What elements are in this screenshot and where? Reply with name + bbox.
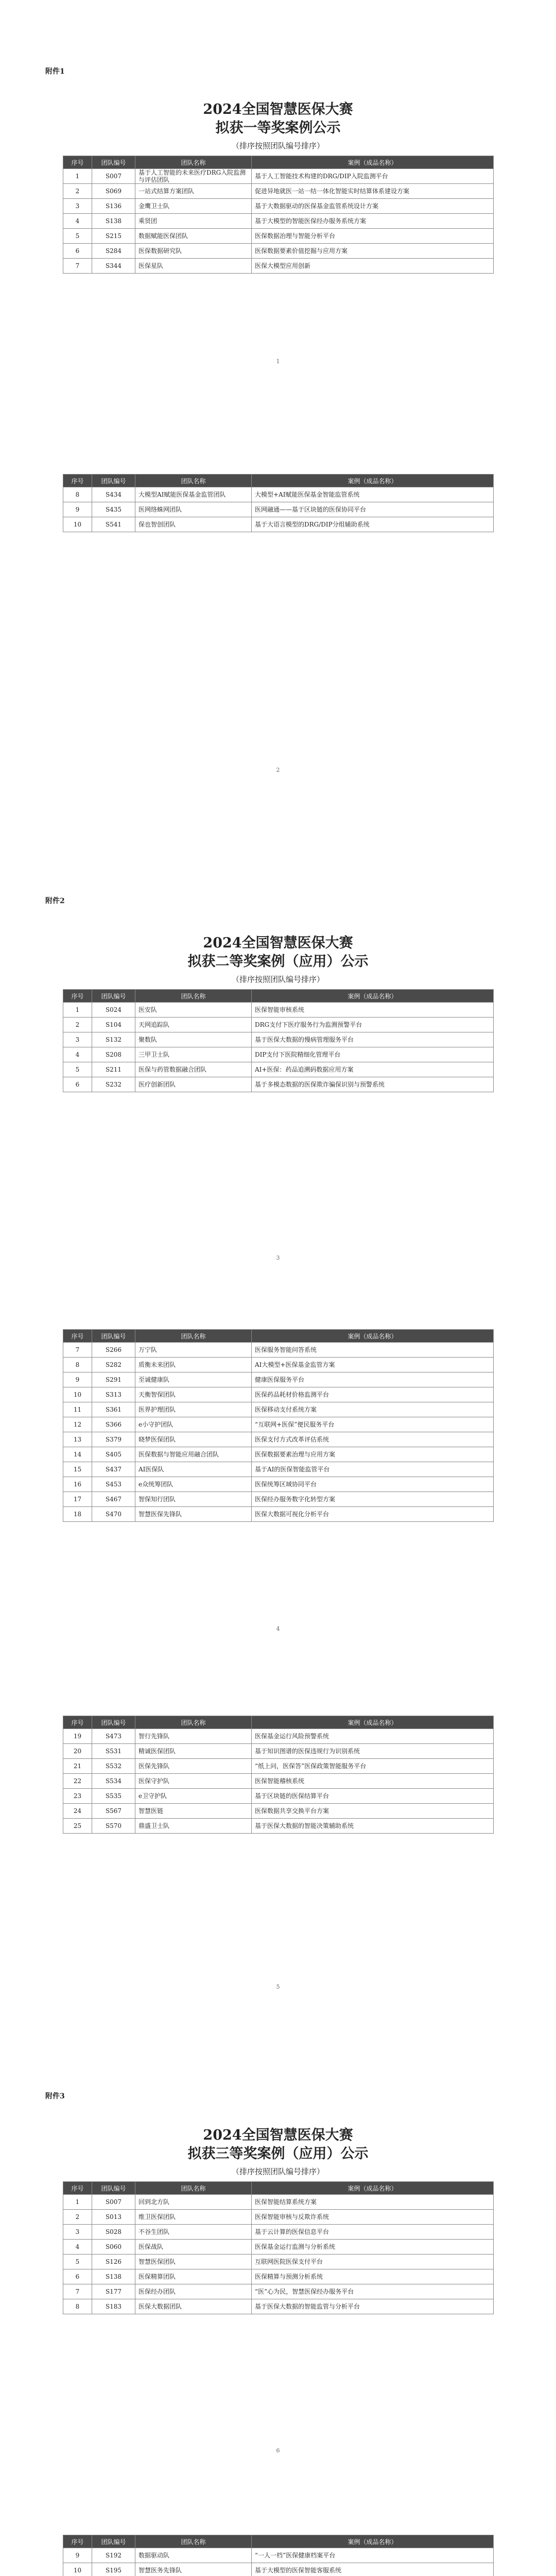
team-id: S541 xyxy=(92,517,135,532)
row-number: 5 xyxy=(63,2255,92,2269)
case-name: 医网融通——基于区块链的医保协同平台 xyxy=(252,502,494,517)
case-name: 基于人工智能技术构建的DRG/DIP入院监测平台 xyxy=(252,169,494,184)
team-name: 数据赋能医保团队 xyxy=(135,229,252,244)
table-row xyxy=(63,2240,494,2255)
award-title: 拟获二等奖案例（应用）公示 xyxy=(187,954,369,970)
row-number: 23 xyxy=(63,1789,92,1804)
team-id: S013 xyxy=(92,2210,135,2225)
case-name: 基于医保大数据的智能决策辅助系统 xyxy=(252,1819,494,1834)
row-number: 6 xyxy=(63,2269,92,2284)
row-number: 9 xyxy=(63,2548,92,2563)
case-name: 医保统筹区域协同平台 xyxy=(252,1477,494,1492)
team-name: 智慧医链 xyxy=(135,1804,252,1819)
team-id: S177 xyxy=(92,2284,135,2299)
table-row xyxy=(63,1804,494,1819)
row-number: 5 xyxy=(63,229,92,244)
table-row xyxy=(63,1819,494,1834)
case-name: 医保智能审核系统 xyxy=(252,1003,494,1018)
case-name: 医保智能稽核系统 xyxy=(252,1774,494,1789)
award-table xyxy=(63,2181,494,2314)
row-number: 12 xyxy=(63,1417,92,1432)
table-row xyxy=(63,1032,494,1047)
table-header-row xyxy=(63,1716,494,1729)
case-name: 医保大模型应用创新 xyxy=(252,259,494,274)
table-row xyxy=(63,1047,494,1062)
case-name: AI大模型+医保基金监管方案 xyxy=(252,1358,494,1372)
table-header-row xyxy=(63,2535,494,2548)
attachment-label: 附件2 xyxy=(45,897,65,905)
table-row xyxy=(63,1372,494,1387)
row-number: 4 xyxy=(63,1047,92,1062)
table-row xyxy=(63,1062,494,1077)
row-number: 1 xyxy=(63,2195,92,2210)
award-table xyxy=(63,1716,494,1834)
table-header-cell: 案例（成品名称） xyxy=(252,156,494,169)
team-name: 智行先锋队 xyxy=(135,1729,252,1744)
case-name: 基于区块链的医保结算平台 xyxy=(252,1789,494,1804)
case-name: 医保数据要素治理与应用方案 xyxy=(252,1447,494,1462)
case-name: 基于知识图谱的医保违规行为识别系统 xyxy=(252,1744,494,1759)
row-number: 10 xyxy=(63,517,92,532)
case-name: DIP支付下医院精细化管理平台 xyxy=(252,1047,494,1062)
table-row xyxy=(63,1759,494,1774)
team-id: S284 xyxy=(92,244,135,259)
team-name: e小守护团队 xyxy=(135,1417,252,1432)
row-number: 10 xyxy=(63,2563,92,2576)
team-name: 医保数据研究队 xyxy=(135,244,252,259)
team-name: 医保与药管数据融合团队 xyxy=(135,1062,252,1077)
row-number: 8 xyxy=(63,2299,92,2314)
team-name: 智保知行团队 xyxy=(135,1492,252,1507)
row-number: 15 xyxy=(63,1462,92,1477)
competition-title: 2024全国智慧医保大赛 xyxy=(203,2127,353,2143)
team-id: S366 xyxy=(92,1417,135,1432)
team-id: S183 xyxy=(92,2299,135,2314)
table-row xyxy=(63,1789,494,1804)
team-name: 鼎盛卫士队 xyxy=(135,1819,252,1834)
case-name: 基于多模态数据的医保欺诈骗保识别与预警系统 xyxy=(252,1077,494,1092)
table-header-cell: 团队编号 xyxy=(92,2182,135,2195)
attachment-label: 附件3 xyxy=(45,2092,65,2100)
team-name: 医保先锋队 xyxy=(135,1759,252,1774)
case-name: “一人一档”医保健康档案平台 xyxy=(252,2548,494,2563)
team-name: 智慧医保先锋队 xyxy=(135,1507,252,1522)
row-number: 9 xyxy=(63,1372,92,1387)
table-header-cell: 案例（成品名称） xyxy=(252,474,494,487)
team-name: 晓梦医保团队 xyxy=(135,1432,252,1447)
table-row xyxy=(63,517,494,532)
team-id: S473 xyxy=(92,1729,135,1744)
team-id: S232 xyxy=(92,1077,135,1092)
table-row xyxy=(63,2563,494,2576)
row-number: 4 xyxy=(63,214,92,229)
table-row xyxy=(63,1462,494,1477)
team-id: S453 xyxy=(92,1477,135,1492)
table-row xyxy=(63,2284,494,2299)
competition-title: 2024全国智慧医保大赛 xyxy=(203,101,353,117)
case-name: 医保数据要素价值挖掘与应用方案 xyxy=(252,244,494,259)
table-row xyxy=(63,2299,494,2314)
table-header-cell: 团队编号 xyxy=(92,1716,135,1729)
team-id: S215 xyxy=(92,229,135,244)
page-number: 4 xyxy=(276,1625,280,1632)
team-name: 天网追踪队 xyxy=(135,1018,252,1032)
team-id: S007 xyxy=(92,169,135,184)
team-id: S282 xyxy=(92,1358,135,1372)
table-row xyxy=(63,1774,494,1789)
team-name: 聚数队 xyxy=(135,1032,252,1047)
attachment-label: 附件1 xyxy=(45,67,65,76)
table-header-cell: 序号 xyxy=(63,1330,92,1343)
table-row xyxy=(63,1447,494,1462)
case-name: “医”心为民，智慧医保经办服务平台 xyxy=(252,2284,494,2299)
row-number: 2 xyxy=(63,184,92,199)
table-row xyxy=(63,1507,494,1522)
case-name: 基于医保大数据的慢病管理服务平台 xyxy=(252,1032,494,1047)
team-name: 回到北方队 xyxy=(135,2195,252,2210)
team-name: 医疗创新团队 xyxy=(135,1077,252,1092)
table-header-cell: 团队名称 xyxy=(135,1330,252,1343)
team-name: 医网络蛛网团队 xyxy=(135,502,252,517)
table-header-row xyxy=(63,474,494,487)
table-row xyxy=(63,1729,494,1744)
table-row xyxy=(63,2210,494,2225)
page-number: 6 xyxy=(276,2447,280,2454)
team-id: S344 xyxy=(92,259,135,274)
team-name: 保也智创团队 xyxy=(135,517,252,532)
row-number: 2 xyxy=(63,2210,92,2225)
table-row xyxy=(63,184,494,199)
team-name: 医保经办团队 xyxy=(135,2284,252,2299)
row-number: 8 xyxy=(63,1358,92,1372)
row-number: 7 xyxy=(63,2284,92,2299)
table-row xyxy=(63,214,494,229)
table-header-cell: 团队编号 xyxy=(92,474,135,487)
table-header-row xyxy=(63,156,494,169)
sort-note: （排序按照团队编号排序） xyxy=(231,975,324,984)
team-id: S138 xyxy=(92,214,135,229)
row-number: 18 xyxy=(63,1507,92,1522)
case-name: 医保基金运行监测与分析系统 xyxy=(252,2240,494,2255)
team-id: S136 xyxy=(92,199,135,214)
team-id: S192 xyxy=(92,2548,135,2563)
team-name: 医安队 xyxy=(135,1003,252,1018)
team-name: 数据驱动队 xyxy=(135,2548,252,2563)
table-header-cell: 序号 xyxy=(63,156,92,169)
table-header-cell: 团队名称 xyxy=(135,156,252,169)
team-id: S060 xyxy=(92,2240,135,2255)
page-number: 2 xyxy=(276,767,280,773)
case-name: 基于AI的医保智能监管平台 xyxy=(252,1462,494,1477)
row-number: 16 xyxy=(63,1477,92,1492)
row-number: 7 xyxy=(63,1343,92,1358)
case-name: 医保数据治理与智能分析平台 xyxy=(252,229,494,244)
case-name: 基于大数据驱动的医保基金监管系统设计方案 xyxy=(252,199,494,214)
table-header-cell: 团队名称 xyxy=(135,474,252,487)
row-number: 6 xyxy=(63,244,92,259)
table-row xyxy=(63,487,494,502)
team-name: 医界护理团队 xyxy=(135,1402,252,1417)
table-header-row xyxy=(63,2182,494,2195)
row-number: 3 xyxy=(63,199,92,214)
table-row xyxy=(63,1018,494,1032)
table-row xyxy=(63,1402,494,1417)
row-number: 22 xyxy=(63,1774,92,1789)
table-row xyxy=(63,2548,494,2563)
row-number: 3 xyxy=(63,2225,92,2240)
team-name: 医保守护队 xyxy=(135,1774,252,1789)
team-id: S379 xyxy=(92,1432,135,1447)
award-title: 拟获三等奖案例（应用）公示 xyxy=(187,2146,369,2162)
row-number: 4 xyxy=(63,2240,92,2255)
row-number: 21 xyxy=(63,1759,92,1774)
table-header-cell: 案例（成品名称） xyxy=(252,2535,494,2548)
row-number: 24 xyxy=(63,1804,92,1819)
case-name: 医保移动支付系统方案 xyxy=(252,1402,494,1417)
table-header-cell: 案例（成品名称） xyxy=(252,2182,494,2195)
team-name: e众统筹团队 xyxy=(135,1477,252,1492)
case-name: 医保药品耗材价格监测平台 xyxy=(252,1387,494,1402)
competition-title: 2024全国智慧医保大赛 xyxy=(203,935,353,951)
team-id: S208 xyxy=(92,1047,135,1062)
team-name: 智慧医保团队 xyxy=(135,2255,252,2269)
award-table xyxy=(63,156,494,274)
team-name: 医保精算团队 xyxy=(135,2269,252,2284)
case-name: 医保大数据可视化分析平台 xyxy=(252,1507,494,1522)
team-id: S532 xyxy=(92,1759,135,1774)
team-id: S531 xyxy=(92,1744,135,1759)
team-id: S467 xyxy=(92,1492,135,1507)
sort-note: （排序按照团队编号排序） xyxy=(231,2167,324,2176)
table-header-cell: 序号 xyxy=(63,1716,92,1729)
case-name: 医保数据共享交换平台方案 xyxy=(252,1804,494,1819)
team-name: 维卫医保团队 xyxy=(135,2210,252,2225)
team-id: S405 xyxy=(92,1447,135,1462)
case-name: “纸上问，医保答”医保政策智能服务平台 xyxy=(252,1759,494,1774)
table-header-cell: 团队名称 xyxy=(135,990,252,1003)
team-name: 大模型AI赋能医保基金监管团队 xyxy=(135,487,252,502)
table-header-cell: 案例（成品名称） xyxy=(252,1330,494,1343)
team-name: 天衡智保团队 xyxy=(135,1387,252,1402)
team-name: 金鹰卫士队 xyxy=(135,199,252,214)
table-header-cell: 团队名称 xyxy=(135,2182,252,2195)
table-row xyxy=(63,1077,494,1092)
row-number: 20 xyxy=(63,1744,92,1759)
table-header-row xyxy=(63,990,494,1003)
case-name: 基于医保大数据的智能监管与分析平台 xyxy=(252,2299,494,2314)
case-name: 医保精算与预测分析系统 xyxy=(252,2269,494,2284)
team-id: S104 xyxy=(92,1018,135,1032)
team-name: 医保大数据团队 xyxy=(135,2299,252,2314)
table-row xyxy=(63,2255,494,2269)
table-row xyxy=(63,1417,494,1432)
case-name: DRG支付下医疗服务行为监测预警平台 xyxy=(252,1018,494,1032)
case-name: 医保经办服务数字化转型方案 xyxy=(252,1492,494,1507)
team-name: 医保数据与智能应用融合团队 xyxy=(135,1447,252,1462)
award-table xyxy=(63,474,494,532)
table-row xyxy=(63,1387,494,1402)
row-number: 3 xyxy=(63,1032,92,1047)
row-number: 14 xyxy=(63,1447,92,1462)
team-name: e卫守护队 xyxy=(135,1789,252,1804)
case-name: 基于大模型的智能医保经办服务系统方案 xyxy=(252,214,494,229)
team-name: 一站式结算方案团队 xyxy=(135,184,252,199)
table-row xyxy=(63,502,494,517)
table-header-cell: 团队名称 xyxy=(135,2535,252,2548)
case-name: 基于云计算的医保信息平台 xyxy=(252,2225,494,2240)
table-row xyxy=(63,199,494,214)
table-row xyxy=(63,259,494,274)
team-id: S024 xyxy=(92,1003,135,1018)
case-name: 促进异地就医一站一结一体化智能实时结算体系建设方案 xyxy=(252,184,494,199)
case-name: 医保基金运行风险预警系统 xyxy=(252,1729,494,1744)
table-header-row xyxy=(63,1330,494,1343)
team-name: 基于人工智能的未来医疗DRG入院监测与评估团队 xyxy=(135,169,252,184)
team-id: S132 xyxy=(92,1032,135,1047)
team-name: 乘贤团 xyxy=(135,214,252,229)
table-row xyxy=(63,169,494,184)
award-table xyxy=(63,989,494,1092)
table-header-cell: 案例（成品名称） xyxy=(252,1716,494,1729)
case-name: AI+医保：药品追溯码数据应用方案 xyxy=(252,1062,494,1077)
table-header-cell: 案例（成品名称） xyxy=(252,990,494,1003)
page-number: 1 xyxy=(276,358,280,365)
team-id: S361 xyxy=(92,1402,135,1417)
team-id: S437 xyxy=(92,1462,135,1477)
team-id: S534 xyxy=(92,1774,135,1789)
case-name: “互联网+医保”便民服务平台 xyxy=(252,1417,494,1432)
table-header-cell: 序号 xyxy=(63,990,92,1003)
row-number: 10 xyxy=(63,1387,92,1402)
row-number: 19 xyxy=(63,1729,92,1744)
team-name: 不谷生团队 xyxy=(135,2225,252,2240)
row-number: 6 xyxy=(63,1077,92,1092)
team-name: 精诚医保团队 xyxy=(135,1744,252,1759)
team-name: 医保星队 xyxy=(135,259,252,274)
row-number: 8 xyxy=(63,487,92,502)
row-number: 1 xyxy=(63,169,92,184)
team-id: S313 xyxy=(92,1387,135,1402)
table-header-cell: 序号 xyxy=(63,2182,92,2195)
table-row xyxy=(63,2225,494,2240)
case-name: 基于大模型的医保智能客服系统 xyxy=(252,2563,494,2576)
table-row xyxy=(63,229,494,244)
case-name: 医保支付方式改革评估系统 xyxy=(252,1432,494,1447)
team-name: 三甲卫士队 xyxy=(135,1047,252,1062)
case-name: 互联网医院医保支付平台 xyxy=(252,2255,494,2269)
award-title: 拟获一等奖案例公示 xyxy=(215,120,341,136)
table-header-cell: 序号 xyxy=(63,2535,92,2548)
team-name: 万宁队 xyxy=(135,1343,252,1358)
team-id: S069 xyxy=(92,184,135,199)
case-name: 医保智能审核与反欺诈系统 xyxy=(252,2210,494,2225)
sort-note: （排序按照团队编号排序） xyxy=(231,141,324,150)
award-table xyxy=(63,1329,494,1522)
team-id: S007 xyxy=(92,2195,135,2210)
table-header-cell: 团队编号 xyxy=(92,156,135,169)
table-header-cell: 团队名称 xyxy=(135,1716,252,1729)
team-id: S211 xyxy=(92,1062,135,1077)
team-name: 智慧医务先锋队 xyxy=(135,2563,252,2576)
team-id: S126 xyxy=(92,2255,135,2269)
case-name: 健康医保服务平台 xyxy=(252,1372,494,1387)
page-number: 5 xyxy=(276,1984,280,1990)
team-id: S567 xyxy=(92,1804,135,1819)
team-id: S570 xyxy=(92,1819,135,1834)
table-header-cell: 序号 xyxy=(63,474,92,487)
table-header-cell: 团队编号 xyxy=(92,1330,135,1343)
row-number: 5 xyxy=(63,1062,92,1077)
row-number: 2 xyxy=(63,1018,92,1032)
team-name: 至诚健康队 xyxy=(135,1372,252,1387)
table-row xyxy=(63,1492,494,1507)
table-row xyxy=(63,244,494,259)
case-name: 医保智能结算系统方案 xyxy=(252,2195,494,2210)
case-name: 医保服务智能问答系统 xyxy=(252,1343,494,1358)
row-number: 13 xyxy=(63,1432,92,1447)
team-id: S195 xyxy=(92,2563,135,2576)
team-id: S138 xyxy=(92,2269,135,2284)
table-row xyxy=(63,1477,494,1492)
row-number: 7 xyxy=(63,259,92,274)
row-number: 1 xyxy=(63,1003,92,1018)
team-name: AI医保队 xyxy=(135,1462,252,1477)
page-number: 3 xyxy=(276,1255,280,1261)
team-name: 质衡未来团队 xyxy=(135,1358,252,1372)
team-id: S028 xyxy=(92,2225,135,2240)
team-id: S266 xyxy=(92,1343,135,1358)
case-name: 基于大语言模型的DRG/DIP分组辅助系统 xyxy=(252,517,494,532)
table-row xyxy=(63,1358,494,1372)
case-name: 大模型+AI赋能医保基金智能监管系统 xyxy=(252,487,494,502)
row-number: 11 xyxy=(63,1402,92,1417)
team-id: S291 xyxy=(92,1372,135,1387)
table-header-cell: 团队编号 xyxy=(92,2535,135,2548)
table-row xyxy=(63,2195,494,2210)
team-id: S470 xyxy=(92,1507,135,1522)
team-name: 医保战队 xyxy=(135,2240,252,2255)
row-number: 25 xyxy=(63,1819,92,1834)
team-id: S434 xyxy=(92,487,135,502)
team-id: S535 xyxy=(92,1789,135,1804)
table-row xyxy=(63,1003,494,1018)
table-row xyxy=(63,2269,494,2284)
row-number: 17 xyxy=(63,1492,92,1507)
award-table xyxy=(63,2535,494,2576)
team-id: S435 xyxy=(92,502,135,517)
row-number: 9 xyxy=(63,502,92,517)
table-row xyxy=(63,1432,494,1447)
table-header-cell: 团队编号 xyxy=(92,990,135,1003)
table-row xyxy=(63,1744,494,1759)
table-row xyxy=(63,1343,494,1358)
